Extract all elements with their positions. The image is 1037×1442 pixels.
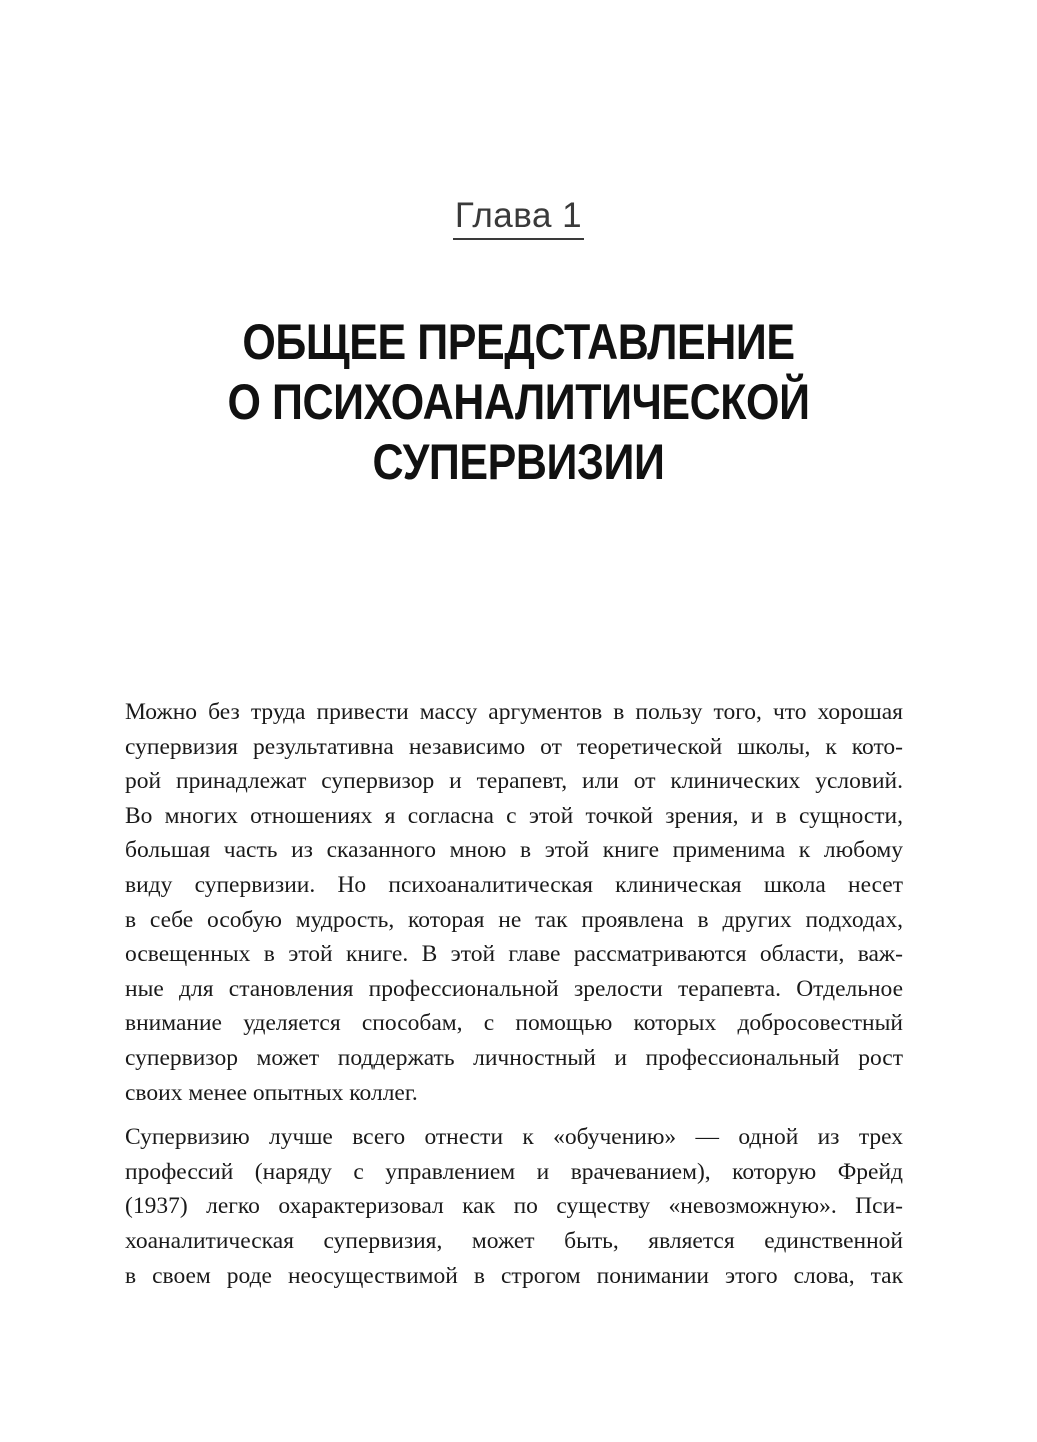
text-line: освещенных в этой книге. В этой главе рассматриваются области, важ-	[125, 941, 903, 968]
text-line: Можно без труда привести массу аргументов в пользу того, что хорошая	[125, 699, 903, 725]
text-line: (1937) легко охарактеризовал как по существу «невозможную». Пси-	[125, 1193, 903, 1220]
text-line: супервизия результативна независимо от теоретической школы, к кото-	[125, 733, 903, 760]
chapter-title-line: О ПСИХОАНАЛИТИЧЕСКОЙ	[227, 374, 810, 430]
text-line: виду супервизии. Но психоаналитическая клиническая школа несет	[125, 871, 903, 898]
chapter-label	[0, 196, 1037, 240]
chapter-title-line: ОБЩЕЕ ПРЕДСТАВЛЕНИЕ	[242, 314, 795, 370]
text-line: профессий (наряду с управлением и врачеванием), которую Фрейд	[125, 1158, 903, 1185]
body-text	[125, 695, 903, 1293]
paragraph-1	[125, 695, 903, 1110]
paragraph-2	[125, 1120, 903, 1293]
text-line: ные для становления профессиональной зрелости терапевта. Отдельное	[125, 975, 903, 1002]
text-line: большая часть из сказанного мною в этой книге применима к любому	[125, 837, 903, 864]
chapter-title-line: СУПЕРВИЗИИ	[372, 434, 665, 490]
text-line: своих менее опытных коллег.	[125, 1079, 418, 1106]
text-line: в себе особую мудрость, которая не так проявлена в других подходах,	[125, 906, 903, 933]
chapter-title	[159, 312, 879, 492]
chapter-label-text: Глава 1	[453, 196, 584, 240]
text-line: Во многих отношениях я согласна с этой точкой зрения, и в сущности,	[125, 802, 903, 829]
text-line: Супервизию лучше всего отнести к «обучению» — одной из трех	[125, 1124, 903, 1151]
text-line: супервизор может поддержать личностный и профессиональный рост	[125, 1044, 903, 1071]
text-line: рой принадлежат супервизор и терапевт, или от клинических условий.	[125, 768, 903, 795]
text-line: внимание уделяется способам, с помощью которых добросовестный	[125, 1010, 903, 1037]
text-line: в своем роде неосуществимой в строгом понимании этого слова, так	[125, 1262, 903, 1289]
text-line: хоаналитическая супервизия, может быть, является единственной	[125, 1227, 903, 1254]
